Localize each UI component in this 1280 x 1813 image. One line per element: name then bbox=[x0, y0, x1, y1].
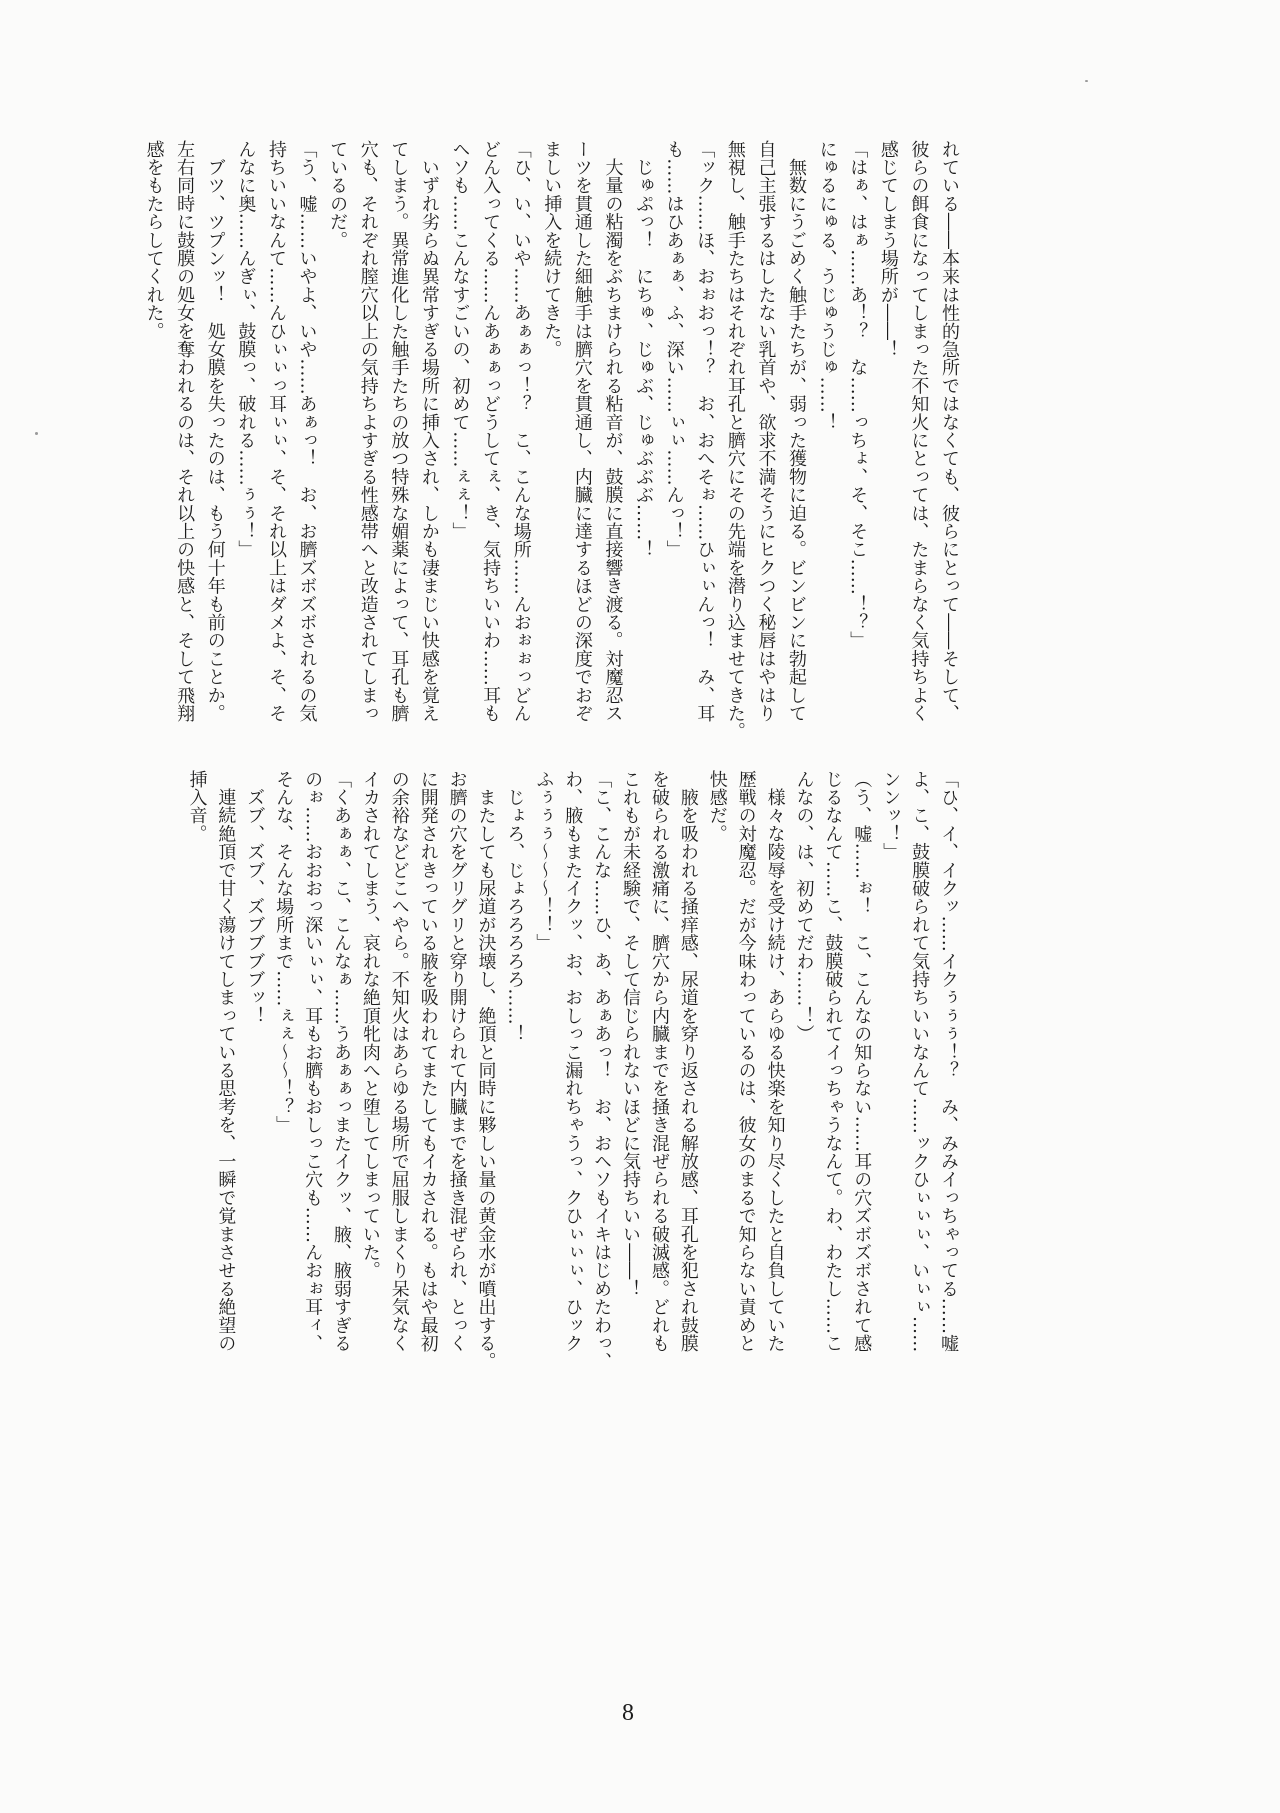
text-column: 「う、嘘……いやよ、いや……あぁっ！ お、お臍ズボズボされるの気 bbox=[296, 140, 318, 723]
text-column: 大量の粘濁をぶちまけられる粘音が、鼓膜に直接響き渡る。対魔忍ス bbox=[602, 140, 624, 723]
text-column: にゅるにゅる、うじゅうじゅ……！ bbox=[816, 140, 838, 432]
text-column: ましい挿入を続けてきた。 bbox=[541, 140, 563, 359]
text-column: 「こ、こんな……ひ、あ、あぁあっ！ お、おヘソもイキはじめたわっ、 bbox=[591, 770, 613, 1371]
page-number: 8 bbox=[622, 1700, 634, 1726]
text-column: 「くあぁぁ、こ、こんなぁ……うあぁぁっまたイクッ、腋、腋弱すぎる bbox=[330, 770, 352, 1353]
text-column: 「ひ、イ、イクッ……イクぅぅぅ！？ み、みみイっちゃってる……嘘 bbox=[938, 770, 959, 1353]
text-column: 彼らの餌食になってしまった不知火にとっては、たまらなく気持ちよく bbox=[908, 140, 930, 723]
text-column: 腋を吸われる掻痒感、尿道を穿り返される解放感、耳孔を犯され鼓膜 bbox=[677, 770, 699, 1353]
text-column: （う、嘘……ぉ！ こ、こんなの知らない……耳の穴ズボズボされて感 bbox=[851, 770, 873, 1353]
text-column: も……はひあぁぁ、ふ、深い……ぃぃ……んっ！」 bbox=[663, 140, 685, 559]
text-column: ヘソも……こんなすごいの、初めて……ぇぇ！」 bbox=[449, 140, 471, 541]
text-column: これもが未経験で、そして信じられないほどに気持ちいい――！ bbox=[620, 770, 642, 1298]
text-column: 歴戦の対魔忍。だが今味わっているのは、彼女のまるで知らない責めと bbox=[735, 770, 757, 1353]
text-column: てしまう。異常進化した触手たちの放つ特殊な媚薬によって、耳孔も臍 bbox=[388, 140, 410, 723]
text-column: 快感だ。 bbox=[706, 770, 728, 843]
text-column: 無数にうごめく触手たちが、弱った獲物に迫る。ビンビンに勃起して bbox=[786, 140, 808, 723]
text-column: ブツ、ツプンッ！ 処女膜を失ったのは、もう何十年も前のことか。 bbox=[204, 140, 226, 723]
text-column: 無視し、触手たちはそれぞれ耳孔と臍穴にその先端を潜り込ませてきた。 bbox=[724, 140, 746, 741]
text-column: のぉ……おおおっ深いぃぃ、耳もお臍もおしっこ穴も……んおぉ耳ィ、 bbox=[302, 770, 324, 1353]
paper-speck bbox=[1085, 80, 1088, 82]
text-column: じょろ、じょろろろろろ……！ bbox=[504, 770, 526, 1043]
text-column: 左右同時に鼓膜の処女を奪われるのは、それ以上の快感と、そして飛翔 bbox=[174, 140, 196, 723]
text-column: 持ちいいなんて……んひぃぃっ耳ぃぃ、そ、それ以上はダメよ、そ、そ bbox=[265, 140, 287, 723]
text-column: お臍の穴をグリグリと穿り開けられて内臓までを掻き混ぜられ、とっく bbox=[446, 770, 468, 1353]
text-column: の余裕などどこへやら。不知火はあらゆる場所で屈服しまくり呆気なく bbox=[388, 770, 410, 1353]
text-column: どん入ってくる……んあぁぁっどうしてぇ、き、気持ちいいわ……耳も bbox=[480, 140, 502, 723]
text-column: に開発されきっている腋を吸われてまたしてもイカされる。もはや最初 bbox=[417, 770, 439, 1353]
text-column: 「はぁ、はぁ……あ！？ な……っちょ、そ、そこ……！？」 bbox=[847, 140, 869, 650]
text-column: ふぅぅぅ～～～！！」 bbox=[533, 770, 555, 952]
text-block-bottom bbox=[182, 770, 962, 1370]
text-column: 自己主張するはしたない乳首や、欲求不満そうにヒクつく秘唇はやはり bbox=[755, 140, 777, 723]
text-column: ズブ、ズブ、ズブブブブッ！ bbox=[244, 770, 266, 1025]
text-column: よ、こ、鼓膜破られて気持ちいいなんて……ックひぃぃぃ、いぃぃ…… bbox=[909, 770, 931, 1353]
text-column: んなの、は、初めてだわ……！） bbox=[793, 770, 815, 1043]
text-column: いずれ劣らぬ異常すぎる場所に挿入され、しかも凄まじい快感を覚え bbox=[418, 140, 440, 723]
text-column: 挿入音。 bbox=[186, 770, 208, 843]
text-column: イカされてしまう、哀れな絶頂牝肉へと堕してしまっていた。 bbox=[359, 770, 381, 1280]
text-column: 穴も、それぞれ膣穴以上の気持ちよすぎる性感帯へと改造されてしまっ bbox=[357, 140, 379, 723]
text-column: 感じてしまう場所が――！ bbox=[877, 140, 899, 359]
text-column: またしても尿道が決壊し、絶頂と同時に夥しい量の黄金水が噴出する。 bbox=[475, 770, 497, 1371]
text-column: そんな、そんな場所まで……ぇぇ～～！？」 bbox=[273, 770, 295, 1134]
paper-speck bbox=[35, 432, 38, 435]
text-column: ンンッ！」 bbox=[880, 770, 902, 861]
text-column: 「ひ、い、いや……あぁぁっ！？ こ、こんな場所……んおぉぉっどん bbox=[510, 140, 532, 723]
text-column: 感をもたらしてくれた。 bbox=[143, 140, 165, 341]
text-column: んなに奥……んぎぃ、鼓膜っ、破れる……ぅぅ！」 bbox=[235, 140, 257, 559]
text-block-top bbox=[138, 140, 964, 760]
text-column: ているのだ。 bbox=[327, 140, 349, 250]
text-column: わ、腋もまたイクッ、お、おしっこ漏れちゃうっ、クひぃぃぃ、ひック bbox=[562, 770, 584, 1353]
text-column: 様々な陵辱を受け続け、あらゆる快楽を知り尽くしたと自負していた bbox=[764, 770, 786, 1353]
text-column: じゅぷっ！ にちゅ、じゅぶ、じゅぶぶぶ……！ bbox=[633, 140, 655, 559]
text-column: じるなんて……こ、鼓膜破られてイっちゃうなんて。わ、わたし……こ bbox=[822, 770, 844, 1353]
text-column: を破られる激痛に、臍穴から内臓までを掻き混ぜられる破滅感。どれも bbox=[648, 770, 670, 1353]
text-column: れている――本来は性的急所ではなくても、彼らにとって――そして、 bbox=[939, 140, 960, 723]
text-column: 連続絶頂で甘く蕩けてしまっている思考を、一瞬で覚まさせる絶望の bbox=[215, 770, 237, 1353]
text-column: 「ック……ほ、おぉおっ！？ お、おへそぉ……ひぃぃんっ！ み、耳 bbox=[694, 140, 716, 723]
text-column: ーツを貫通した細触手は臍穴を貫通し、内臓に達するほどの深度でおぞ bbox=[571, 140, 593, 723]
